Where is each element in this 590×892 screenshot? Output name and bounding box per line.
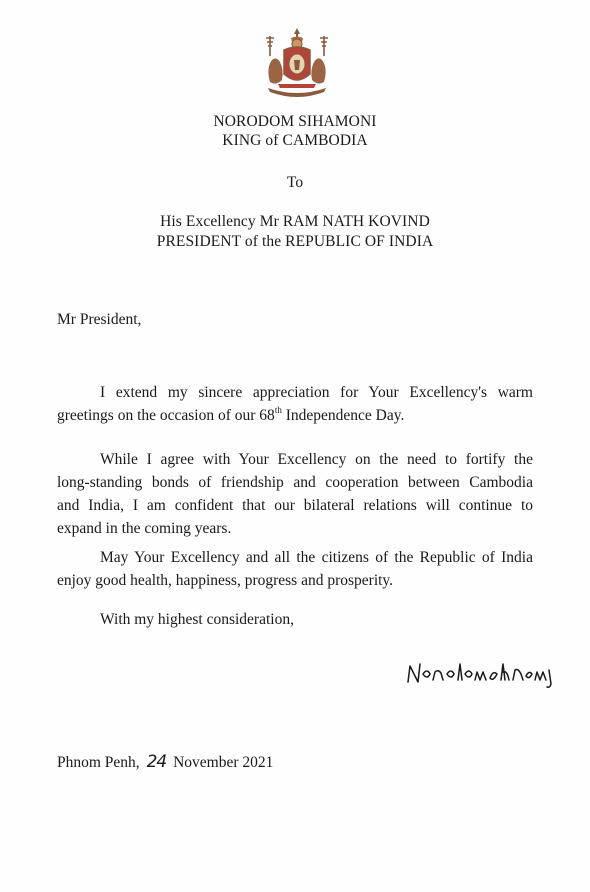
closing: With my highest consideration, [100, 611, 294, 628]
date-month-year: November 2021 [173, 754, 274, 771]
paragraph-2-line-1: While I agree with Your Excellency on the need to fortify the [100, 451, 533, 468]
date-place: Phnom Penh, [57, 754, 140, 771]
paragraph-2-line-3: and India, I am confident that our bilateral relations will continue to [57, 497, 533, 514]
to-label: To [286, 174, 304, 191]
dateline [57, 752, 273, 772]
addressee-title: PRESIDENT of the REPUBLIC OF INDIA [156, 233, 434, 250]
paragraph-2-line-4: expand in the coming years. [57, 520, 232, 537]
paragraph-1-line-1: I extend my sincere appreciation for Your Excellency's warm [100, 384, 533, 401]
paragraph-2-line-2: long-standing bonds of friendship and cooperation between Cambodia [57, 474, 533, 491]
paragraph-1-line-2 [57, 404, 533, 425]
paragraph-1-text-end: Independence Day. [281, 407, 405, 424]
addressee-name: His Excellency Mr RAM NATH KOVIND [160, 213, 430, 230]
sender-title: KING of CAMBODIA [222, 132, 368, 149]
royal-arms-of-cambodia-icon [258, 26, 336, 102]
handwritten-signature [405, 660, 557, 690]
date-day-handwritten: 24 [146, 752, 167, 772]
salutation: Mr President, [57, 311, 142, 328]
paragraph-3-line-1: May Your Excellency and all the citizens of the Republic of India [100, 549, 533, 566]
paragraph-1-text: greetings on the occasion of our 68 [57, 407, 275, 424]
paragraph-3-line-2: enjoy good health, happiness, progress and prosperity. [57, 572, 394, 589]
sender-name: NORODOM SIHAMONI [213, 113, 377, 130]
ordinal-suffix: th [274, 404, 282, 415]
